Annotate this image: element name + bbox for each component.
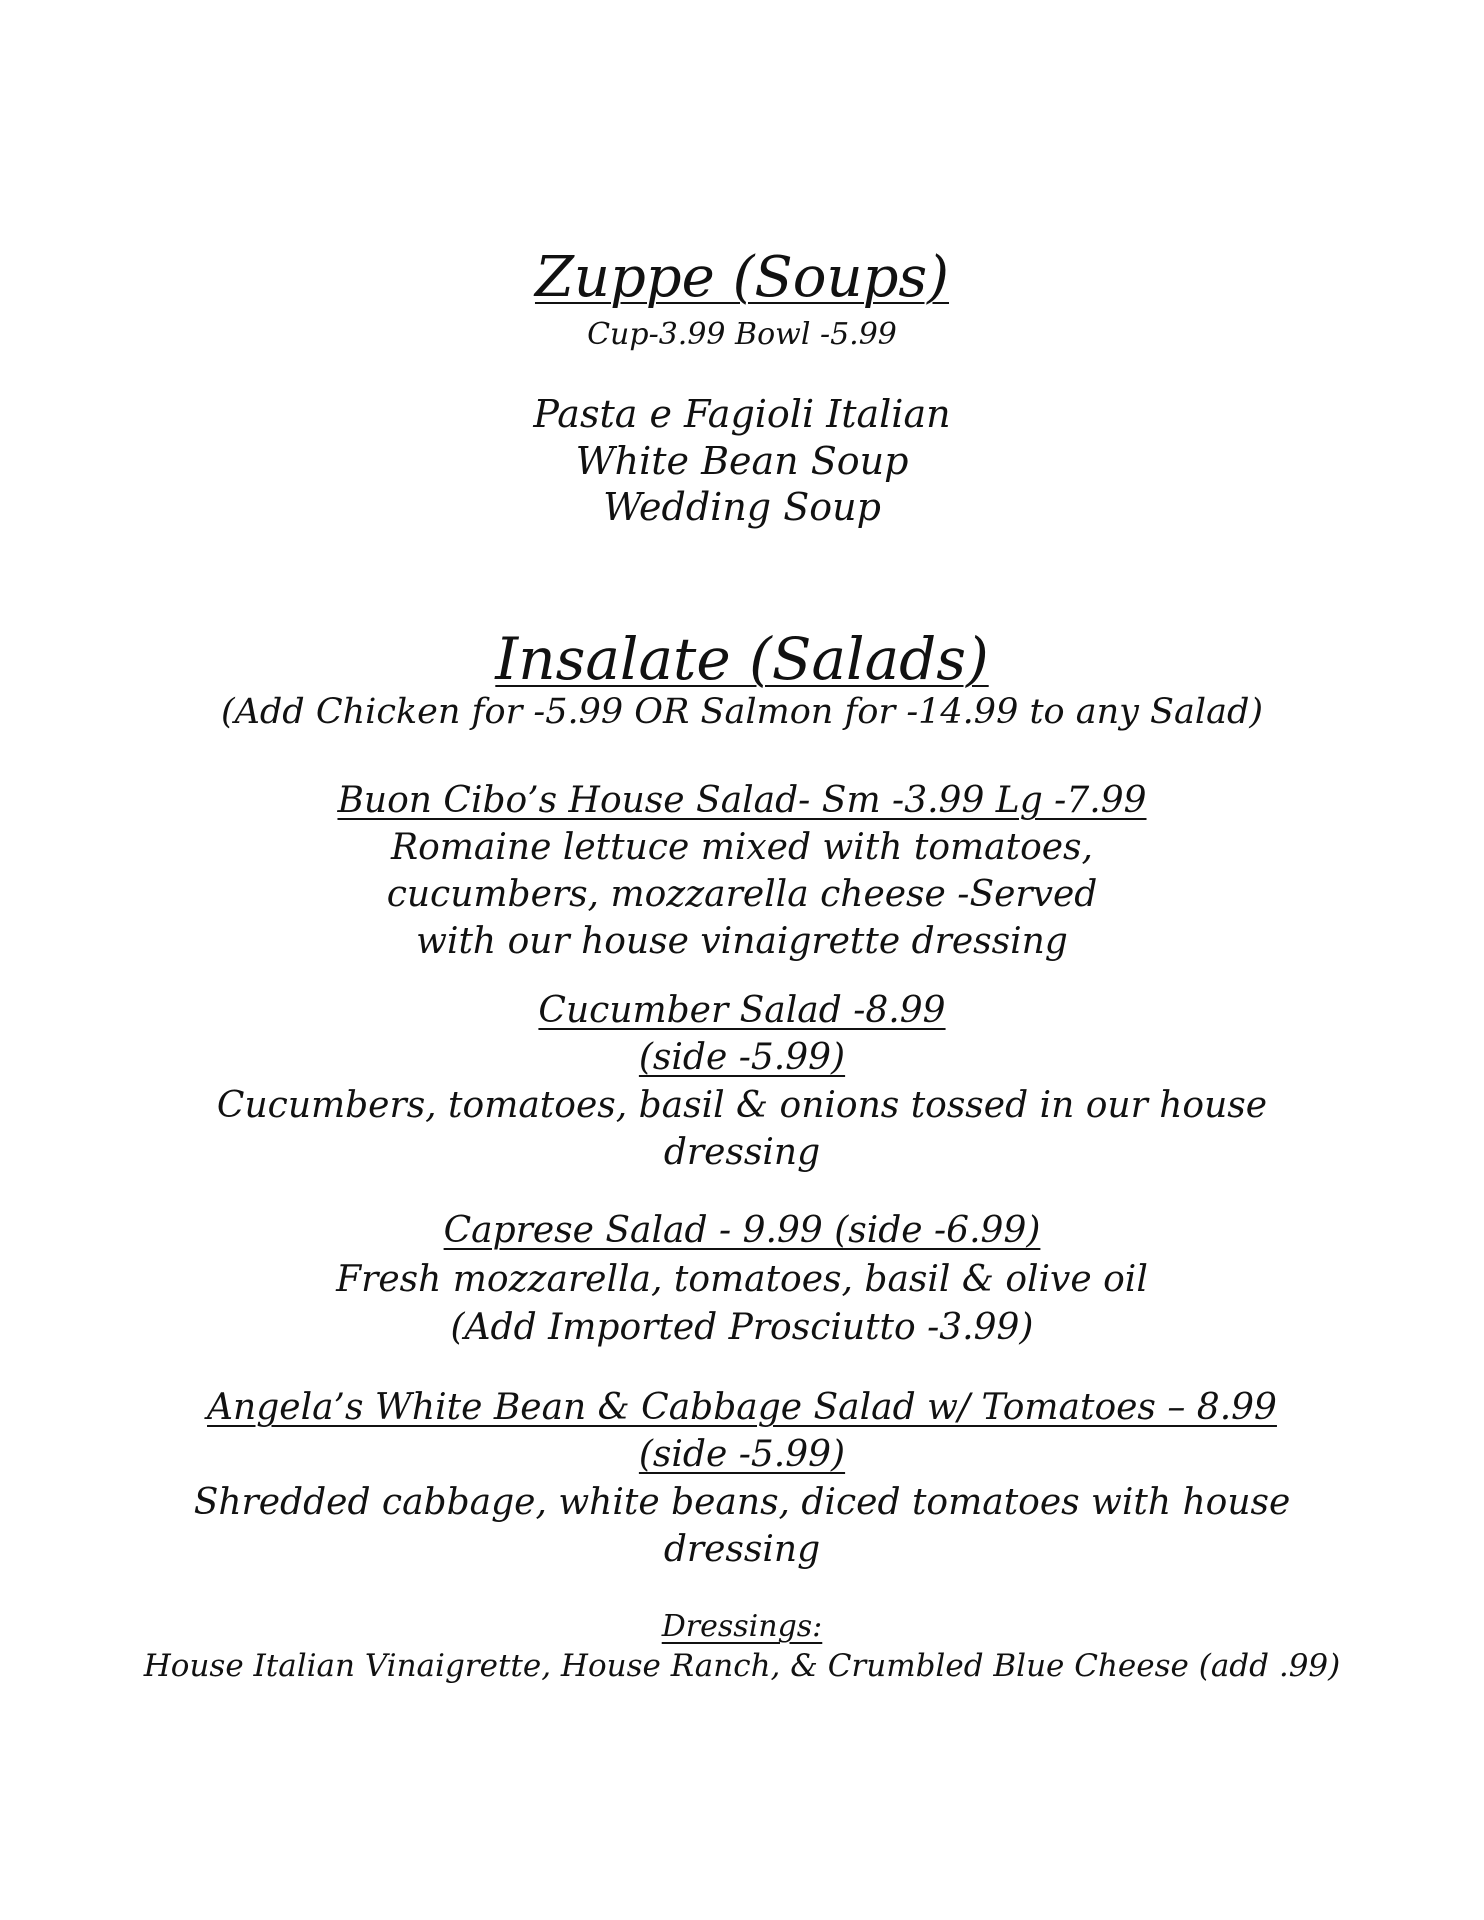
salad-item-title: Caprese Salad - 9.99 (side -6.99) xyxy=(443,1210,1041,1251)
soups-title: Zuppe (Soups) xyxy=(534,245,950,310)
soup-item: White Bean Soup xyxy=(575,439,909,483)
soup-item: Wedding Soup xyxy=(603,485,881,529)
salad-item-title: Buon Cibo’s House Salad- Sm -3.99 Lg -7.99 xyxy=(337,780,1147,821)
salad-item-side-price: (side -5.99) xyxy=(638,1037,846,1078)
salad-item-description: dressing xyxy=(663,1132,821,1173)
salad-item-description: with our house vinaigrette dressing xyxy=(416,921,1068,962)
salad-item-side-price: (side -5.99) xyxy=(638,1434,846,1475)
soups-prices: Cup-3.99 Bowl -5.99 xyxy=(587,317,897,352)
salad-item-description: Fresh mozzarella, tomatoes, basil & olive oil xyxy=(336,1259,1148,1300)
dressings-title: Dressings: xyxy=(661,1609,823,1644)
salads-title: Insalate (Salads) xyxy=(495,625,989,693)
salad-item-title: Cucumber Salad -8.99 xyxy=(538,990,946,1031)
salad-item-description: dressing xyxy=(663,1529,821,1570)
salads-addon-note: (Add Chicken for -5.99 OR Salmon for -14.99 to any Salad) xyxy=(220,692,1264,732)
salad-item-title: Angela’s White Bean & Cabbage Salad w/ Tomatoes – 8.99 xyxy=(207,1387,1277,1428)
salad-item-description: Shredded cabbage, white beans, diced tomatoes with house xyxy=(193,1482,1291,1523)
soup-item: Pasta e Fagioli Italian xyxy=(533,392,951,436)
salad-item-description: cucumbers, mozzarella cheese -Served xyxy=(386,874,1098,915)
salad-item-description: Cucumbers, tomatoes, basil & onions tossed in our house xyxy=(216,1085,1268,1126)
dressings-list: House Italian Vinaigrette, House Ranch, & Crumbled Blue Cheese (add .99) xyxy=(143,1648,1341,1684)
salad-item-description: Romaine lettuce mixed with tomatoes, xyxy=(391,827,1093,868)
salad-item-description: (Add Imported Prosciutto -3.99) xyxy=(450,1307,1034,1348)
